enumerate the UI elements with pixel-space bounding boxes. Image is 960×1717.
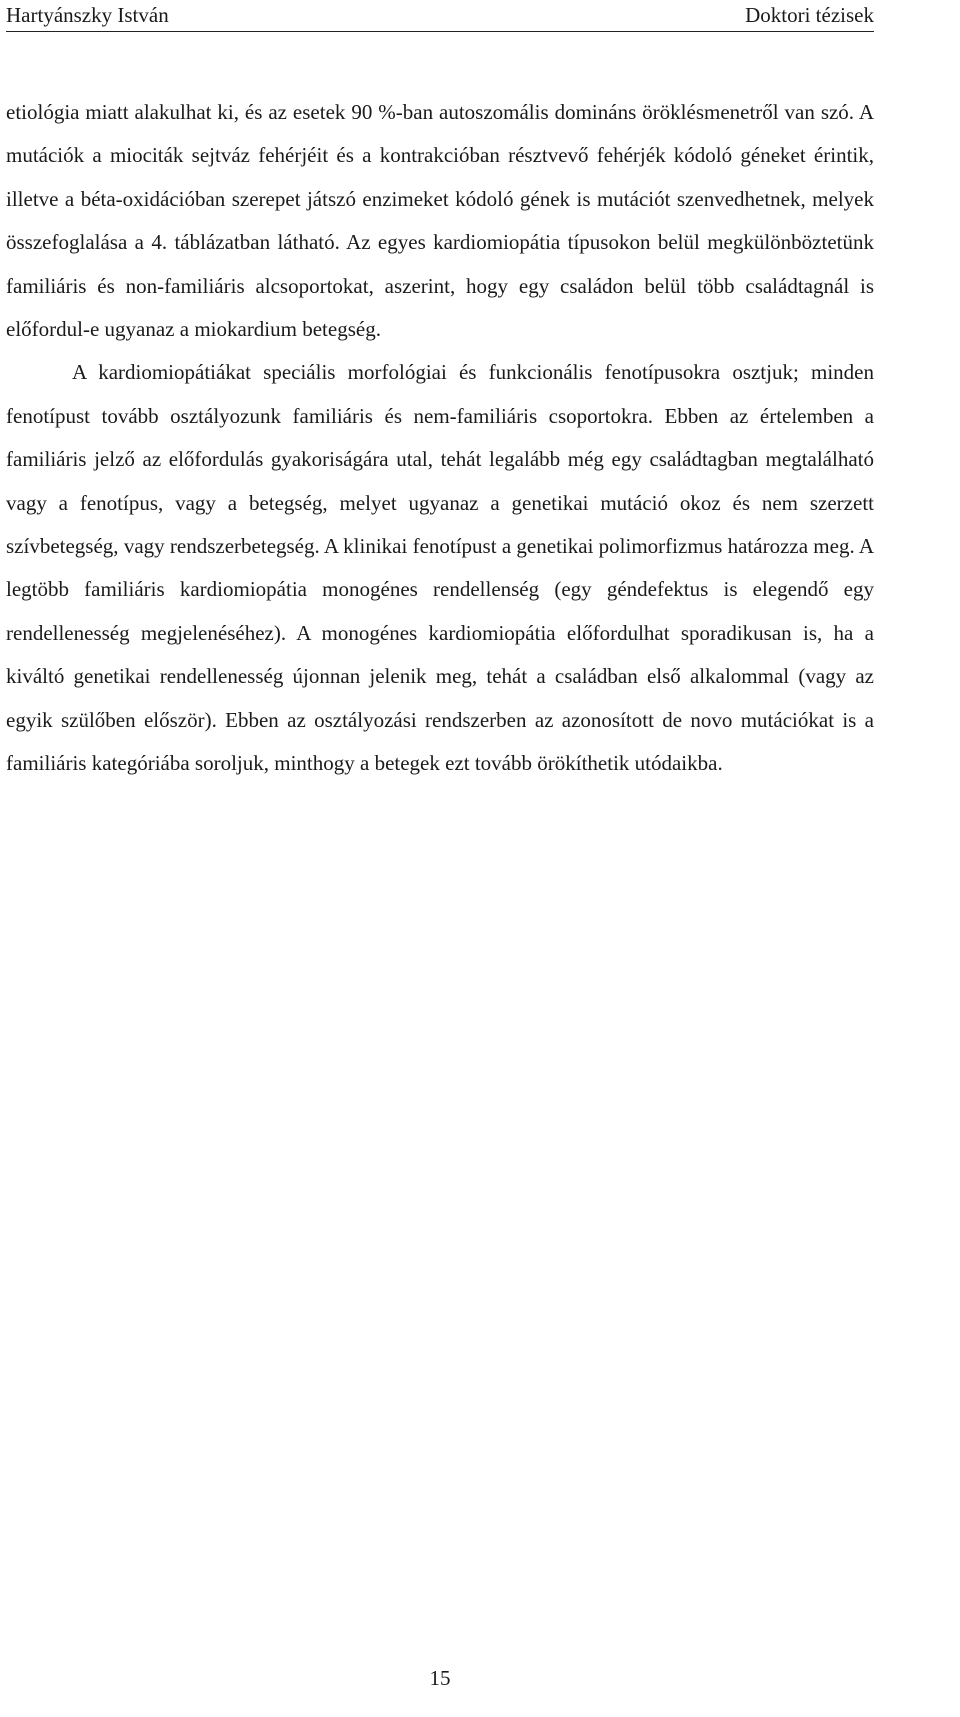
page-number: 15 [429,1666,451,1690]
body-text [6,91,874,786]
header-document-type: Doktori tézisek [745,3,874,27]
header-author: Hartyánszky István [6,3,169,27]
paragraph-classification: A kardiomiopátiákat speciális morfológiai és funkcionális fenotípusokra osztjuk; minden fenotípust tovább osztályozunk familiáris és nem-familiáris csoportokra. Ebben az értelemben a familiáris jelző az előfordulás gyakoriságára utal, tehát legalább még egy családtagban megtalálható vagy a fenotípus, vagy a betegség, melyet ugyanaz a genetikai mutáció okoz és nem szerzett szívbetegség, vagy rendszerbetegség. A klinikai fenotípust a genetikai polimorfizmus határozza meg. A legtöbb familiáris kardiomiopátia monogénes rendellenség (egy géndefektus is elegendő egy rendellenesség megjelenéséhez). A monogénes kardiomiopátia előfordulhat sporadikusan is, ha a kiváltó genetikai rendellenesség újonnan jelenik meg, tehát a családban első alkalommal (vagy az egyik szülőben először). Ebben az osztályozási rendszerben az azonosított de novo mutációkat is a familiáris kategóriába soroljuk, minthogy a betegek ezt tovább örökíthetik utódaikba. [6,360,874,776]
paragraph-continuation: etiológia miatt alakulhat ki, és az esetek 90 %-ban autoszomális domináns öröklésmenetről van szó. A mutációk a miociták sejtváz fehérjéit és a kontrakcióban résztvevő fehérjék kódoló géneket érintik, illetve a béta-oxidációban szerepet játszó enzimeket kódoló gének is mutációt szenvedhetnek, melyek összefoglalása a 4. táblázatban látható. Az egyes kardiomiopátia típusokon belül megkülönböztetünk familiáris és non-familiáris alcsoportokat, aszerint, hogy egy családon belül több családtagnál is előfordul-e ugyanaz a miokardium betegség. [6,100,874,342]
page-header [6,2,874,32]
